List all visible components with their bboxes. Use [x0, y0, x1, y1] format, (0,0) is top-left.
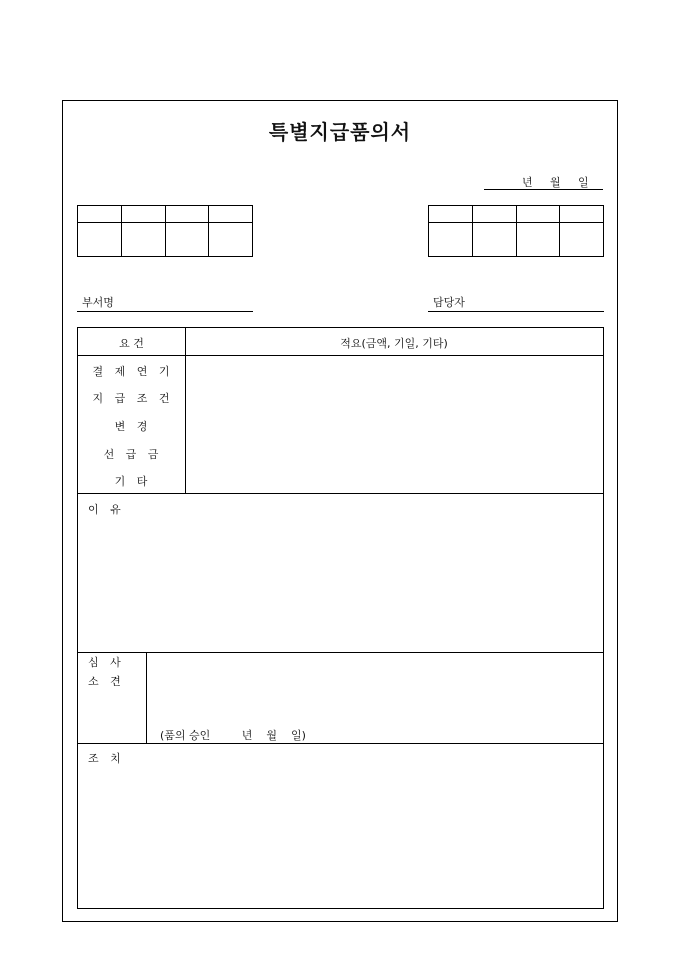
- summary-input-area[interactable]: [186, 356, 603, 493]
- approval-sign-cell[interactable]: [429, 223, 473, 257]
- date-field[interactable]: [484, 174, 603, 190]
- condition-change: 변 경: [114, 420, 152, 433]
- approval-cell[interactable]: [516, 206, 560, 223]
- header-summary: 적요(금액, 기일, 기타): [340, 337, 448, 350]
- header-requirement: 요 건: [119, 337, 144, 350]
- action-input-area[interactable]: [78, 768, 603, 908]
- action-label: 조 치: [88, 752, 125, 765]
- date-year-label: 년: [522, 176, 533, 189]
- row-divider: [78, 743, 603, 744]
- condition-other: 기 타: [114, 475, 152, 488]
- review-input-area[interactable]: [147, 653, 603, 723]
- approval-sign-cell[interactable]: [209, 223, 253, 257]
- approval-cell[interactable]: [209, 206, 253, 223]
- date-month-label: 월: [550, 176, 561, 189]
- approval-cell[interactable]: [121, 206, 165, 223]
- department-label: 부서명: [82, 296, 114, 309]
- approval-sign-cell[interactable]: [121, 223, 165, 257]
- condition-payment-terms: 지 급 조 건: [92, 392, 174, 405]
- approval-cell[interactable]: [472, 206, 516, 223]
- request-table: [77, 327, 604, 909]
- approval-date-note: (품의 승인 년 월 일): [160, 729, 306, 742]
- approval-sign-cell[interactable]: [516, 223, 560, 257]
- approval-sign-cell[interactable]: [560, 223, 604, 257]
- review-label-line1: 심 사: [88, 656, 125, 669]
- condition-advance-payment: 선 급 금: [103, 448, 163, 461]
- document-title: 특별지급품의서: [268, 120, 412, 144]
- manager-label: 담당자: [433, 296, 465, 309]
- approval-box-right: [428, 205, 604, 257]
- approval-cell[interactable]: [560, 206, 604, 223]
- row-divider: [78, 493, 603, 494]
- department-field[interactable]: [77, 294, 253, 312]
- date-day-label: 일: [578, 176, 589, 189]
- review-label-line2: 소 견: [88, 675, 125, 688]
- manager-field[interactable]: [428, 294, 604, 312]
- approval-box-left: [77, 205, 253, 257]
- condition-payment-deferral: 결 제 연 기: [92, 365, 174, 378]
- approval-sign-cell[interactable]: [78, 223, 122, 257]
- approval-sign-cell[interactable]: [165, 223, 209, 257]
- approval-sign-cell[interactable]: [472, 223, 516, 257]
- approval-cell[interactable]: [78, 206, 122, 223]
- reason-input-area[interactable]: [78, 518, 603, 651]
- approval-cell[interactable]: [429, 206, 473, 223]
- reason-label: 이 유: [88, 503, 125, 516]
- approval-cell[interactable]: [165, 206, 209, 223]
